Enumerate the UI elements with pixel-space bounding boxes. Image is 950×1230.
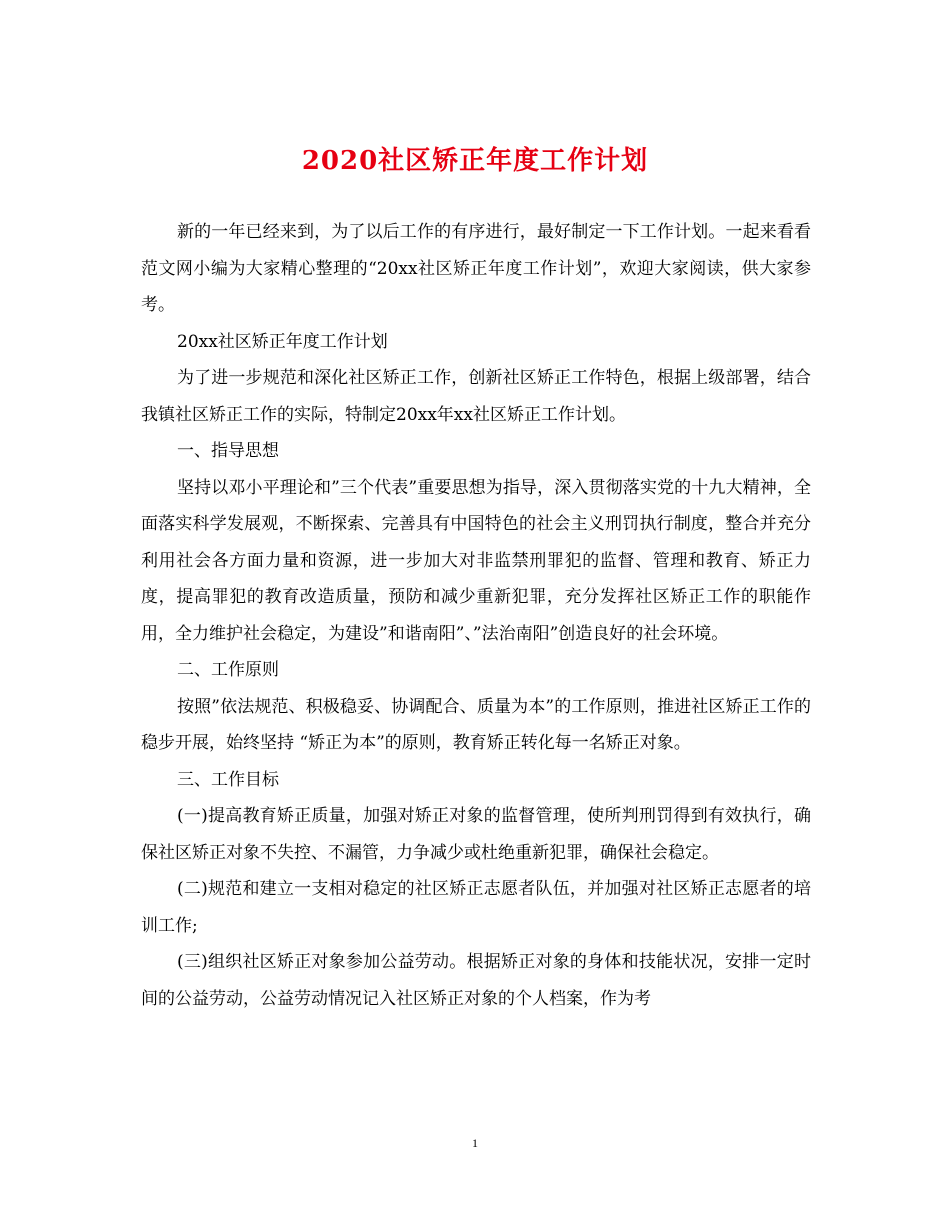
page-number: 1: [472, 1136, 478, 1150]
section-heading-work-principles: 二、工作原则: [177, 660, 279, 680]
paragraph-subtitle: 20xx社区矫正年度工作计划: [177, 331, 388, 352]
paragraph-goal-1: (一)提高教育矫正质量，加强对矫正对象的监督管理，使所判刑罚得到有效执行，确保社区矫正对象不失控、不漏管，力争减少或杜绝重新犯罪，确保社会稳定。: [141, 806, 811, 863]
paragraph-intro: 新的一年已经来到，为了以后工作的有序进行，最好制定一下工作计划。一起来看看范文网小编为大家精心整理的“20xx社区矫正年度工作计划”，欢迎大家阅读，供大家参考。: [141, 222, 811, 315]
section-heading-work-goals: 三、工作目标: [177, 769, 279, 790]
paragraph-work-principles: 按照”依法规范、积极稳妥、协调配合、质量为本”的工作原则，推进社区矫正工作的稳步开展，始终坚持 “矫正为本”的原则，教育矫正转化每一名矫正对象。: [141, 696, 811, 753]
paragraph-goal-3: (三)组织社区矫正对象参加公益劳动。根据矫正对象的身体和技能状况，安排一定时间的公益劳动，公益劳动情况记入社区矫正对象的个人档案，作为考: [141, 952, 811, 1009]
document-title: 2020社区矫正年度工作计划: [301, 146, 649, 176]
document-body: [141, 214, 811, 1017]
paragraph-guiding-ideology: 坚持以邓小平理论和”三个代表”重要思想为指导，深入贯彻落实党的十九大精神，全面落实科学发展观，不断探索、完善具有中国特色的社会主义刑罚执行制度，整合并充分利用社会各方面力量和资源，进一步加大对非监禁刑罪犯的监督、管理和教育、矫正力度，提高罪犯的教育改造质量，预防和减少重新犯罪，充分发挥社区矫正工作的职能作用，全力维护社会稳定，为建设”和谐南阳”、”法治南阳”创造良好的社会环境。: [141, 477, 811, 644]
paragraph-goal-2: (二)规范和建立一支相对稳定的社区矫正志愿者队伍，并加强对社区矫正志愿者的培训工作;: [141, 879, 811, 936]
section-heading-guiding-ideology: 一、指导思想: [177, 441, 279, 461]
paragraph-purpose: 为了进一步规范和深化社区矫正工作，创新社区矫正工作特色，根据上级部署，结合我镇社区矫正工作的实际，特制定20xx年xx社区矫正工作计划。: [141, 368, 811, 425]
